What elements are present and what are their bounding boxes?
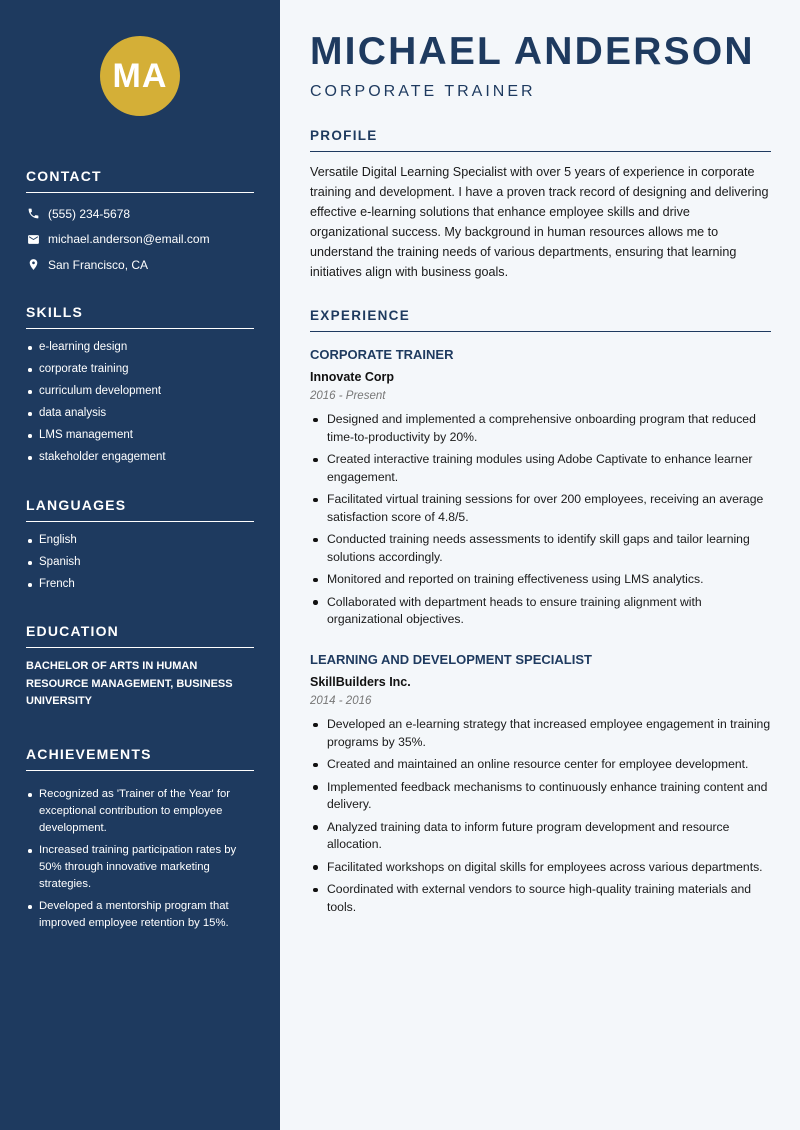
location-pin-icon <box>26 258 40 272</box>
achievements-heading: ACHIEVEMENTS <box>26 746 254 771</box>
list-item: LMS management <box>26 424 254 446</box>
languages-heading: LANGUAGES <box>26 497 254 522</box>
list-item: Developed a mentorship program that improved employee retention by 15%. <box>26 898 254 932</box>
contact-location <box>26 252 254 278</box>
list-item: English <box>26 529 254 551</box>
list-item: corporate training <box>26 358 254 380</box>
list-item: Created and maintained an online resource center for employee development. <box>310 756 771 774</box>
person-title: CORPORATE TRAINER <box>310 83 536 100</box>
languages-section <box>26 497 254 595</box>
phone-icon <box>26 207 40 221</box>
email-text: michael.anderson@email.com <box>48 232 210 247</box>
education-heading: EDUCATION <box>26 623 254 648</box>
list-item: stakeholder engagement <box>26 446 254 468</box>
list-item: Created interactive training modules using Adobe Captivate to enhance learner engagement. <box>310 451 771 486</box>
skills-list <box>26 336 254 468</box>
contact-email <box>26 227 254 253</box>
job-bullets <box>310 716 771 916</box>
list-item: Developed an e-learning strategy that increased employee engagement in training programs by 35%. <box>310 716 771 751</box>
experience-heading: EXPERIENCE <box>310 308 771 332</box>
job-role: CORPORATE TRAINER <box>310 347 454 362</box>
education-section <box>26 623 254 711</box>
list-item: data analysis <box>26 402 254 424</box>
job-entry <box>310 347 771 634</box>
list-item: Increased training participation rates by 50% through innovative marketing strategies. <box>26 842 254 893</box>
contact-heading: CONTACT <box>26 168 254 193</box>
job-entry <box>310 652 771 921</box>
list-item: Collaborated with department heads to ensure training alignment with organizational objectives. <box>310 594 771 629</box>
job-company: Innovate Corp <box>310 370 395 384</box>
education-degree: BACHELOR OF ARTS IN HUMAN RESOURCE MANAGEMENT, BUSINESS UNIVERSITY <box>26 660 233 707</box>
experience-section <box>310 308 771 332</box>
list-item: Implemented feedback mechanisms to continuously enhance training content and delivery. <box>310 779 771 814</box>
email-icon <box>26 232 40 246</box>
avatar: MA <box>100 36 180 116</box>
sidebar <box>0 0 280 1130</box>
list-item: French <box>26 573 254 595</box>
list-item: Designed and implemented a comprehensive onboarding program that reduced time-to-productivity by 20%. <box>310 411 771 446</box>
list-item: Spanish <box>26 551 254 573</box>
skills-section <box>26 304 254 468</box>
profile-text: Versatile Digital Learning Specialist with over 5 years of experience in corporate training and development. I have a proven track record of designing and delivering effective e-learning solutions that enhance employee skills and drive organizational success. My background in human resources allows me to understand the training needs of various departments, ensuring that learning initiatives align with business goals. <box>310 165 769 279</box>
list-item: curriculum development <box>26 380 254 402</box>
list-item: Facilitated workshops on digital skills for employees across various departments. <box>310 859 771 877</box>
job-company: SkillBuilders Inc. <box>310 675 411 689</box>
list-item: e-learning design <box>26 336 254 358</box>
profile-section <box>310 128 771 282</box>
job-dates: 2016 - Present <box>310 390 386 402</box>
achievements-section <box>26 746 254 937</box>
languages-list <box>26 529 254 595</box>
job-role: LEARNING AND DEVELOPMENT SPECIALIST <box>310 652 592 667</box>
list-item: Conducted training needs assessments to identify skill gaps and tailor learning solutions accordingly. <box>310 531 771 566</box>
job-dates: 2014 - 2016 <box>310 695 372 707</box>
achievements-list <box>26 786 254 932</box>
list-item: Coordinated with external vendors to source high-quality training materials and tools. <box>310 881 771 916</box>
job-bullets <box>310 411 771 629</box>
list-item: Monitored and reported on training effectiveness using LMS analytics. <box>310 571 771 589</box>
profile-heading: PROFILE <box>310 128 771 152</box>
phone-text: (555) 234-5678 <box>48 206 131 221</box>
location-text: San Francisco, CA <box>48 257 149 272</box>
list-item: Analyzed training data to inform future program development and resource allocation. <box>310 819 771 854</box>
skills-heading: SKILLS <box>26 304 254 329</box>
person-name: MICHAEL ANDERSON <box>310 30 755 73</box>
list-item: Recognized as 'Trainer of the Year' for exceptional contribution to employee development. <box>26 786 254 837</box>
list-item: Facilitated virtual training sessions for over 200 employees, receiving an average satisfaction score of 4.8/5. <box>310 491 771 526</box>
contact-section <box>26 168 254 278</box>
contact-phone <box>26 201 254 227</box>
